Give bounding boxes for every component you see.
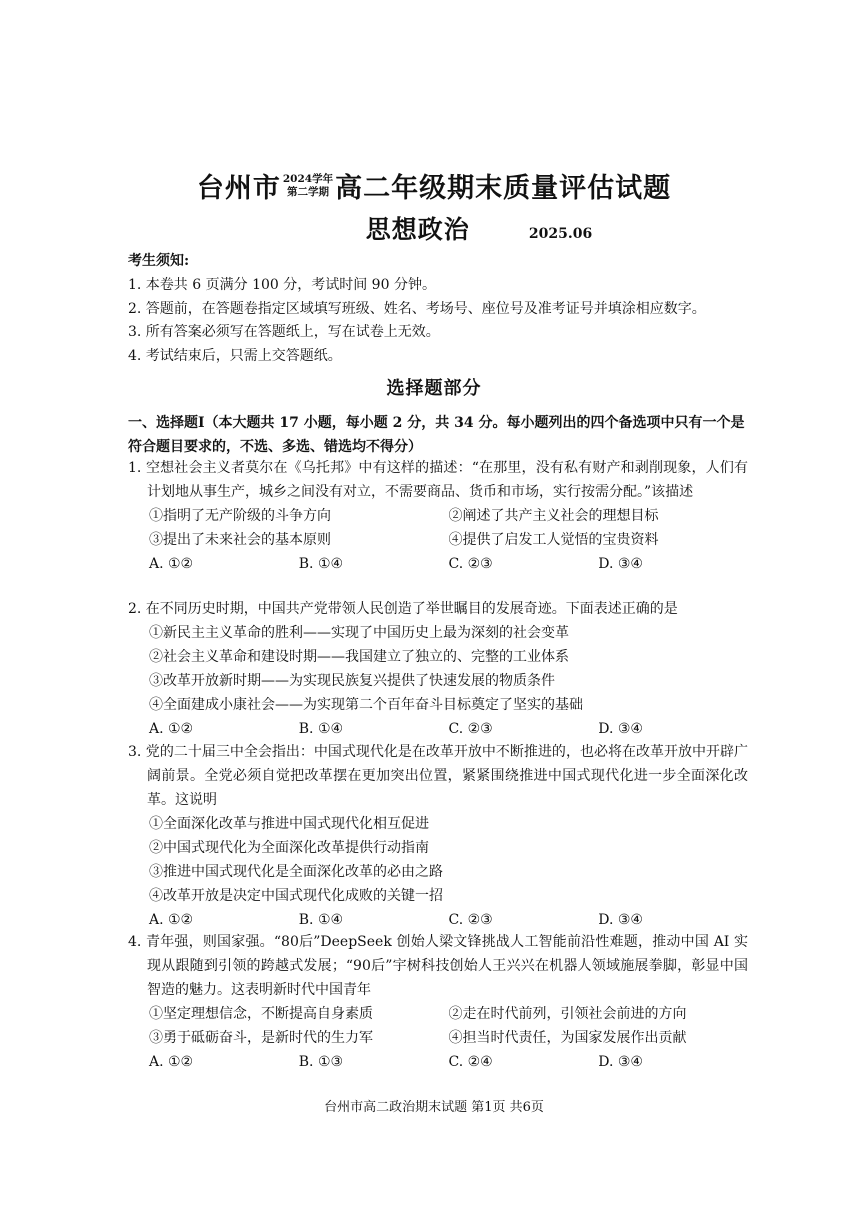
- option-a: A. ①②: [149, 721, 194, 737]
- option-d: D. ③④: [598, 721, 643, 737]
- statement: ④提供了启发工人觉悟的宝贵资料: [448, 532, 659, 548]
- exam-name: 高二年级期末质量评估试题: [335, 173, 672, 204]
- statement-row: [128, 504, 748, 528]
- statement: ④改革开放是决定中国式现代化成败的关键一招: [149, 888, 443, 904]
- section-title: 选择题部分: [386, 378, 482, 399]
- question-stem: 4. 青年强，则国家强。“80后”DeepSeek 创始人梁文锋挑战人工智能前沿性难题，推动中国 AI 实现从跟随到引领的跨越式发展；“90后”宇树科技创始人王兴兴在机器人领域施展拳脚，彰显中国智造的魅力。这表明新时代中国青年: [128, 934, 748, 998]
- page-footer: 台州市高二政治期末试题 第1页 共6页: [324, 1100, 544, 1115]
- statement: ①指明了无产阶级的斗争方向: [149, 508, 331, 524]
- statement: ②中国式现代化为全面深化改革提供行动指南: [149, 840, 429, 856]
- option-a: A. ①②: [149, 556, 194, 572]
- statement-row: [128, 528, 748, 552]
- option-b: B. ①③: [298, 1054, 344, 1070]
- option-d: D. ③④: [598, 1054, 643, 1070]
- answer-options: [128, 908, 748, 932]
- option-c: C. ②③: [448, 556, 493, 572]
- statement: ②走在时代前列，引领社会前进的方向: [448, 1006, 687, 1022]
- question-stem: 1. 空想社会主义者莫尔在《乌托邦》中有这样的描述：“在那里，没有私有财产和剥削现象，人们有计划地从事生产，城乡之间没有对立，不需要商品、货币和市场，实行按需分配。”该描述: [128, 460, 748, 500]
- option-c: C. ②④: [448, 1054, 493, 1070]
- notice-heading: 考生须知:: [128, 253, 190, 269]
- statement: ③推进中国式现代化是全面深化改革的必由之路: [149, 864, 443, 880]
- statement: ③提出了未来社会的基本原则: [149, 532, 331, 548]
- section-instructions: 一、选择题Ⅰ（本大题共 17 小题，每小题 2 分，共 34 分。每小题列出的四个备选项中只有一个是符合题目要求的，不选、多选、错选均不得分）: [128, 415, 745, 455]
- term-label: [283, 173, 333, 199]
- notice-item: 2. 答题前，在答题卷指定区域填写班级、姓名、考场号、座位号及准考证号并填涂相应数字。: [128, 300, 706, 317]
- term-semester: 第二学期: [286, 185, 329, 198]
- question-2: [128, 597, 748, 741]
- option-b: B. ①④: [298, 912, 344, 928]
- option-d: D. ③④: [598, 912, 643, 928]
- answer-options: [128, 717, 748, 741]
- option-b: B. ①④: [298, 556, 344, 572]
- answer-options: [128, 1050, 748, 1074]
- notice-list: [128, 274, 768, 368]
- statement-row: [128, 1002, 748, 1026]
- question-4: [128, 930, 748, 1074]
- statement: ③改革开放新时期——为实现民族复兴提供了快速发展的物质条件: [149, 673, 555, 689]
- notice-item: 3. 所有答案必须写在答题纸上，写在试卷上无效。: [128, 324, 440, 340]
- term-year: 2024学年: [282, 172, 334, 185]
- option-a: A. ①②: [149, 912, 194, 928]
- option-c: C. ②③: [448, 721, 493, 737]
- subject-title: 思想政治: [365, 215, 470, 244]
- question-3: [128, 740, 748, 932]
- statement: ①坚定理想信念，不断提高自身素质: [149, 1006, 373, 1022]
- question-stem: 3. 党的二十届三中全会指出：中国式现代化是在改革开放中不断推进的，也必将在改革开放中开辟广阔前景。全党必须自觉把改革摆在更加突出位置，紧紧围绕推进中国式现代化进一步全面深化改革。这说明: [128, 744, 748, 808]
- option-a: A. ①②: [149, 1054, 194, 1070]
- notice-item: 1. 本卷共 6 页满分 100 分，考试时间 90 分钟。: [128, 277, 436, 293]
- option-d: D. ③④: [598, 556, 643, 572]
- statement: ①全面深化改革与推进中国式现代化相互促进: [149, 816, 429, 832]
- subject-row: [0, 210, 868, 246]
- statement: ①新民主主义革命的胜利——实现了中国历史上最为深刻的社会变革: [149, 625, 569, 641]
- statement-row: [128, 1026, 748, 1050]
- notice-item: 4. 考试结束后，只需上交答题纸。: [128, 347, 342, 364]
- city-name: 台州市: [196, 173, 281, 204]
- statement: ④担当时代责任，为国家发展作出贡献: [448, 1030, 687, 1046]
- option-c: C. ②③: [448, 912, 493, 928]
- answer-options: [128, 552, 748, 576]
- exam-date: 2025.06: [528, 226, 593, 242]
- statement: ②社会主义革命和建设时期——我国建立了独立的、完整的工业体系: [149, 649, 569, 665]
- exam-title: [0, 166, 868, 205]
- statement: ②阐述了共产主义社会的理想目标: [448, 508, 659, 524]
- question-1: [128, 456, 748, 576]
- statement: ③勇于砥砺奋斗，是新时代的生力军: [149, 1030, 373, 1046]
- question-stem: 2. 在不同历史时期，中国共产党带领人民创造了举世瞩目的发展奇迹。下面表述正确的是: [128, 601, 678, 617]
- option-b: B. ①④: [298, 721, 344, 737]
- statement: ④全面建成小康社会——为实现第二个百年奋斗目标奠定了坚实的基础: [149, 697, 583, 713]
